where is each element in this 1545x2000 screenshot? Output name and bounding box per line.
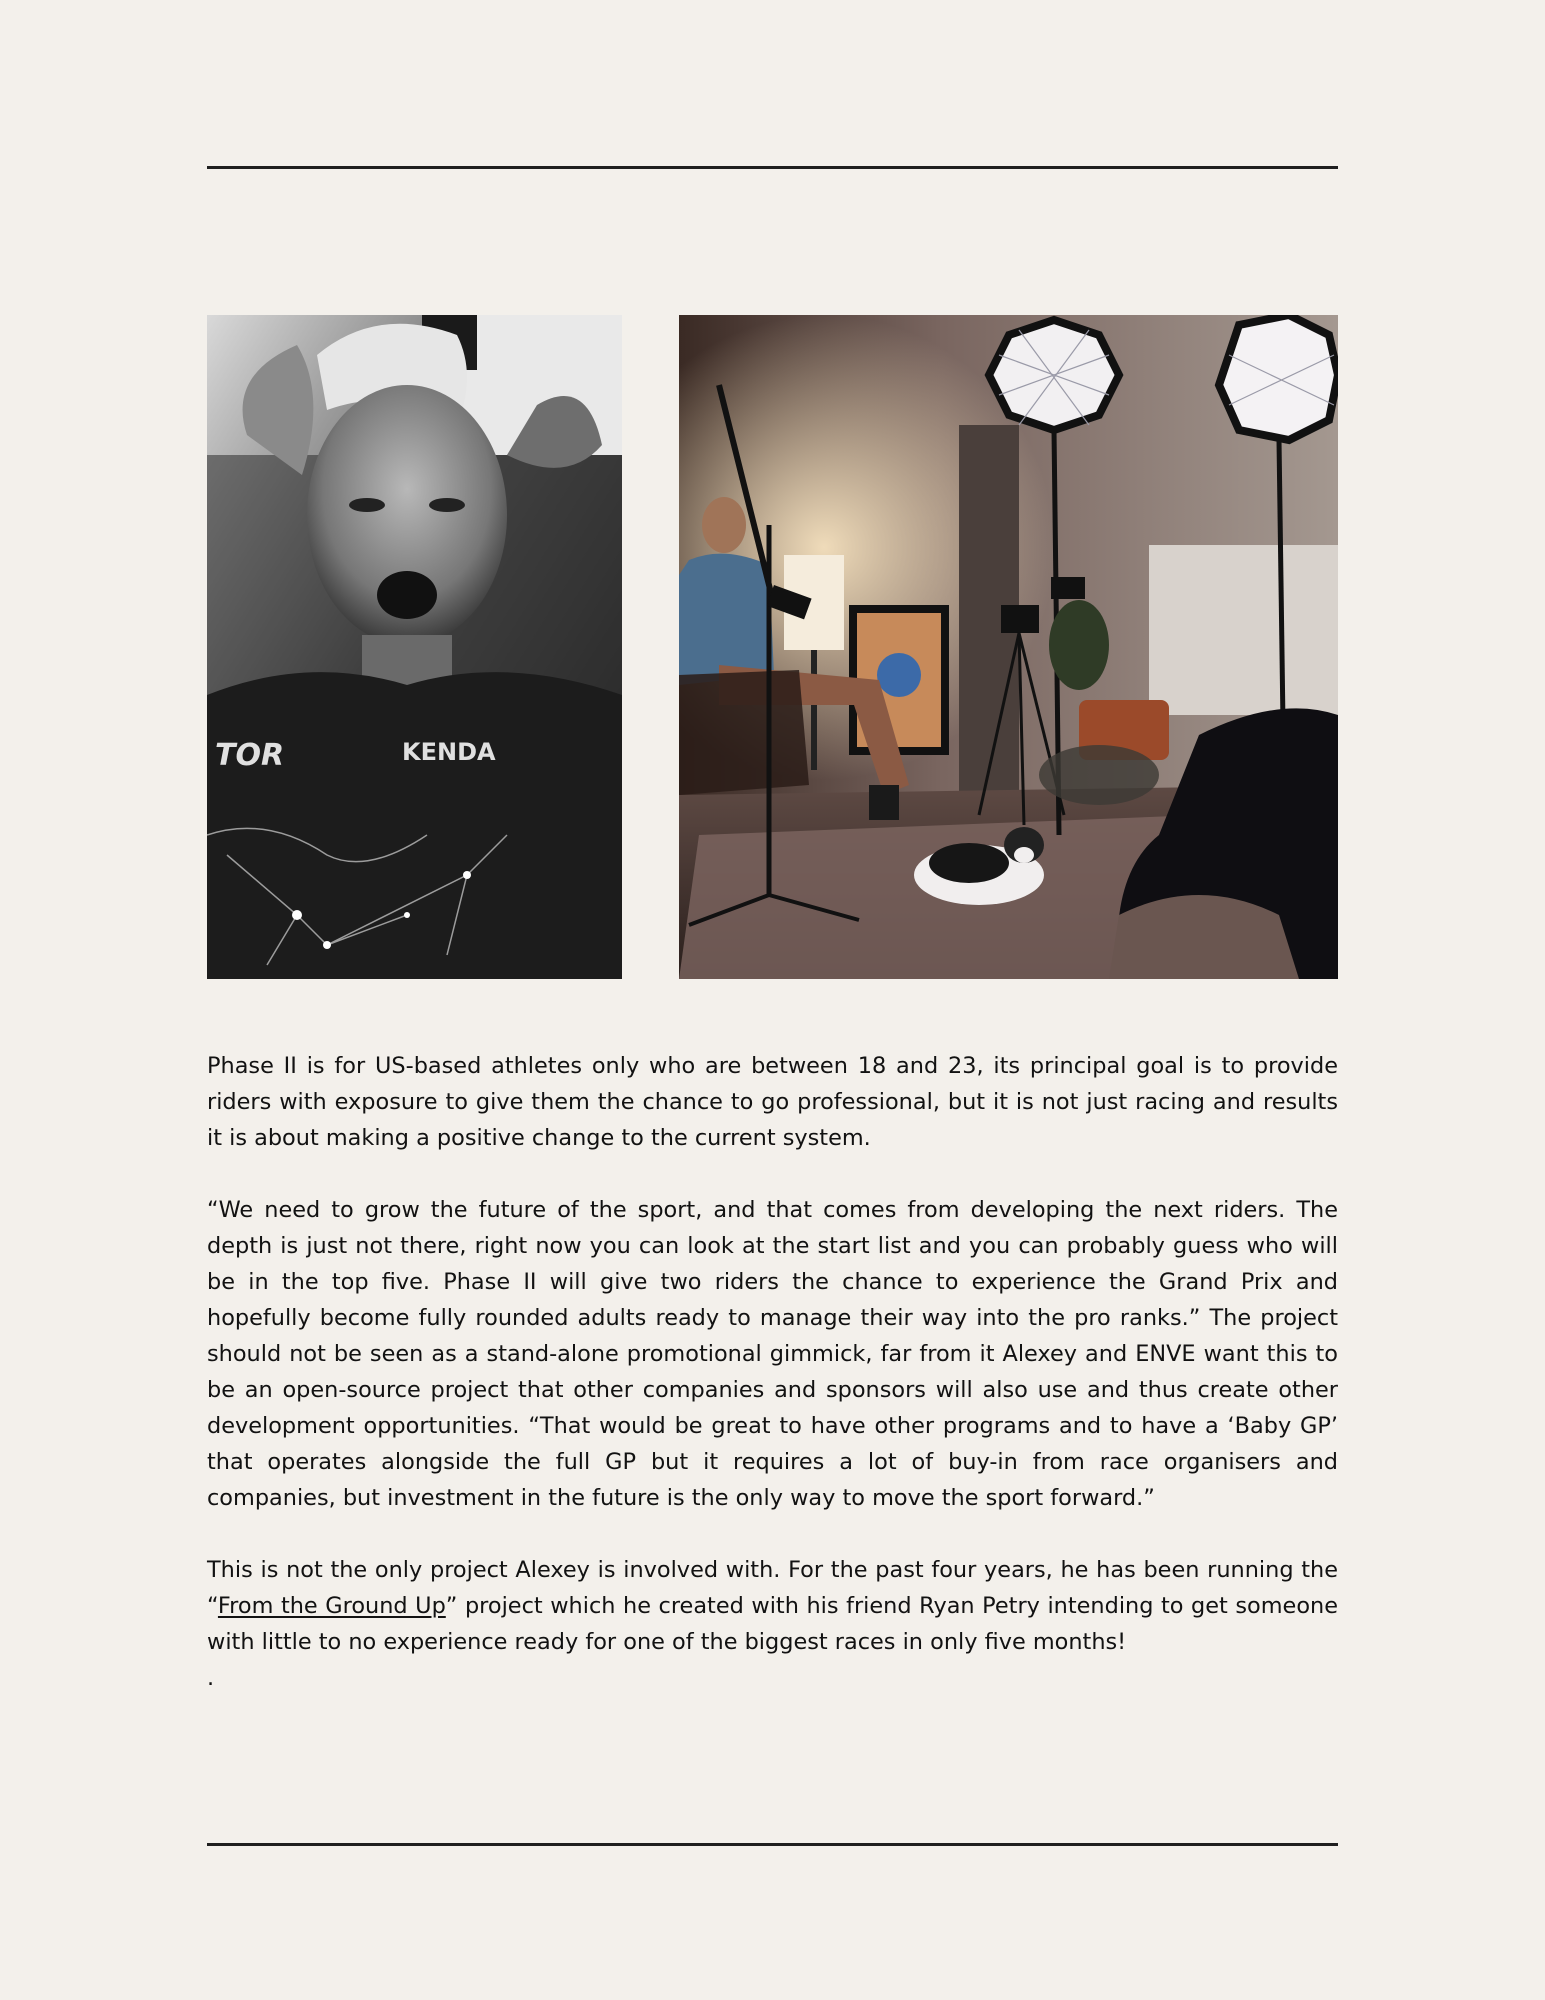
from-the-ground-up-link[interactable]: From the Ground Up — [217, 1593, 446, 1619]
jersey-text-tor: TOR — [215, 738, 285, 773]
paragraph-quote: “We need to grow the future of the sport, and that comes from developing the next riders. The depth is just not there, right now you can look at the start list and you can probably guess who will be in the top five. Phase II will give two riders the chance to experience the Grand Prix and hopefully become fully rounded adults ready to manage their way into the pro ranks.” The project should not be seen as a stand-alone promotional gimmick, far from it Alexey and ENVE want this to be an open-source project that other companies and sponsors will also use and thus create other development opportunities. “That would be great to have other programs and to have a ‘Baby GP’ that operates alongside the full GP but it requires a lot of buy-in from race organisers and companies, but investment in the future is the only way to move the sport forward.” — [207, 1197, 1338, 1511]
top-divider — [207, 166, 1338, 169]
paragraph-other-project — [207, 1552, 1338, 1660]
cyclist-portrait-image — [207, 315, 622, 979]
bottom-divider — [207, 1843, 1338, 1846]
paragraph-phase-ii: Phase II is for US-based athletes only who are between 18 and 23, its principal goal is to provide riders with exposure to give them the chance to go professional, but it is not just racing and results it is about making a positive change to the current system. — [207, 1053, 1338, 1151]
studio-interview-photo-icon — [679, 315, 1338, 979]
paragraph-text-after-link: ” project which he created with his friend Ryan Petry intending to get someone with little to no experience ready for one of the biggest races in only five months! — [207, 1593, 1338, 1655]
article-body — [207, 1048, 1338, 1732]
paragraph-text-before-link: This is not the only project Alexey is involved with. For the past four years, he has been running the “ — [207, 1557, 1338, 1619]
jersey-text-kenda: KENDA — [402, 738, 496, 766]
interview-studio-image — [679, 315, 1338, 979]
trailing-dot: . — [207, 1665, 215, 1691]
portrait-photo-icon — [207, 315, 622, 979]
